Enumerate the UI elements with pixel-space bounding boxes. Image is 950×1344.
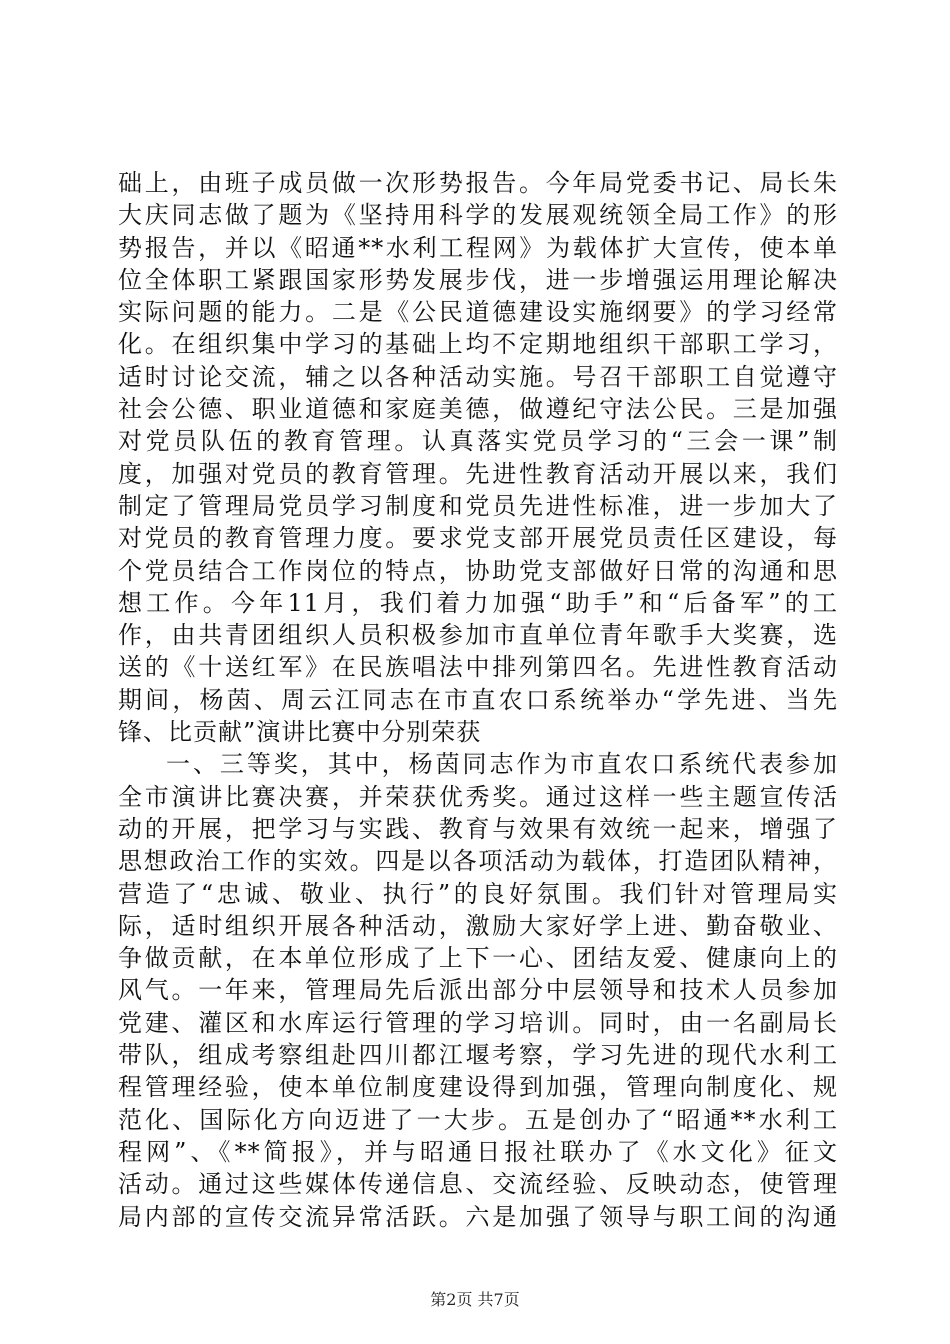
- text-line: 适时讨论交流，辅之以各种活动实施。号召干部职工自觉遵守: [118, 362, 838, 391]
- text-line: 化。在组织集中学习的基础上均不定期地组织干部职工学习，: [118, 330, 838, 359]
- text-line: 争做贡献，在本单位形成了上下一心、团结友爱、健康向上的: [118, 944, 838, 973]
- text-line: 党建、灌区和水库运行管理的学习培训。同时，由一名副局长: [118, 1008, 838, 1037]
- paragraph-1: [118, 167, 838, 748]
- text-line: 对党员队伍的教育管理。认真落实党员学习的“三会一课”制: [118, 427, 838, 456]
- text-line: 大庆同志做了题为《坚持用科学的发展观统领全局工作》的形: [118, 201, 838, 230]
- text-line: 活动。通过这些媒体传递信息、交流经验、反映动态，使管理: [118, 1170, 838, 1199]
- text-line: 础上，由班子成员做一次形势报告。今年局党委书记、局长朱: [118, 169, 838, 197]
- text-line: 风气。一年来，管理局先后派出部分中层领导和技术人员参加: [118, 976, 838, 1005]
- text-line: 全市演讲比赛决赛，并荣获优秀奖。通过这样一些主题宣传活: [118, 782, 838, 811]
- text-line: 际，适时组织开展各种活动，激励大家好学上进、勤奋敬业、: [118, 911, 838, 940]
- text-line: 锋、比贡献”演讲比赛中分别荣获: [118, 718, 482, 747]
- text-line: 实际问题的能力。二是《公民道德建设实施纲要》的学习经常: [118, 298, 838, 327]
- text-line: 程网”、《**简报》，并与昭通日报社联办了《水文化》征文: [118, 1137, 838, 1166]
- text-line: 社会公德、职业道德和家庭美德，做遵纪守法公民。三是加强: [118, 395, 838, 424]
- text-line: 个党员结合工作岗位的特点，协助党支部做好日常的沟通和思: [118, 556, 838, 585]
- text-line: 局内部的宣传交流异常活跃。六是加强了领导与职工间的沟通: [118, 1202, 838, 1231]
- text-line: 送的《十送红军》在民族唱法中排列第四名。先进性教育活动: [118, 653, 838, 682]
- text-line: 势报告，并以《昭通**水利工程网》为载体扩大宣传，使本单: [118, 233, 838, 262]
- text-line: 想工作。今年11月，我们着力加强“助手”和“后备军”的工: [118, 588, 838, 617]
- text-line: 带队，组成考察组赴四川都江堰考察，学习先进的现代水利工: [118, 1041, 838, 1070]
- text-line: 度，加强对党员的教育管理。先进性教育活动开展以来，我们: [118, 459, 838, 488]
- text-line: 对党员的教育管理力度。要求党支部开展党员责任区建设，每: [118, 524, 838, 553]
- text-line: 制定了管理局党员学习制度和党员先进性标准，进一步加大了: [118, 491, 838, 520]
- text-line: 一、三等奖，其中，杨茵同志作为市直农口系统代表参加: [166, 750, 838, 779]
- text-line: 作，由共青团组织人员积极参加市直单位青年歌手大奖赛，选: [118, 621, 838, 650]
- page-footer: 第2页 共7页: [430, 1290, 520, 1309]
- text-line: 期间，杨茵、周云江同志在市直农口系统举办“学先进、当先: [118, 685, 838, 714]
- text-line: 范化、国际化方向迈进了一大步。五是创办了“昭通**水利工: [118, 1105, 838, 1134]
- text-line: 营造了“忠诚、敬业、执行”的良好氛围。我们针对管理局实: [118, 879, 838, 908]
- paragraph-2: [118, 748, 838, 1232]
- text-line: 程管理经验，使本单位制度建设得到加强，管理向制度化、规: [118, 1073, 838, 1102]
- text-line: 动的开展，把学习与实践、教育与效果有效统一起来，增强了: [118, 814, 838, 843]
- document-body: [118, 167, 838, 1233]
- text-line: 位全体职工紧跟国家形势发展步伐，进一步增强运用理论解决: [118, 265, 838, 294]
- text-line: 思想政治工作的实效。四是以各项活动为载体，打造团队精神，: [118, 847, 838, 876]
